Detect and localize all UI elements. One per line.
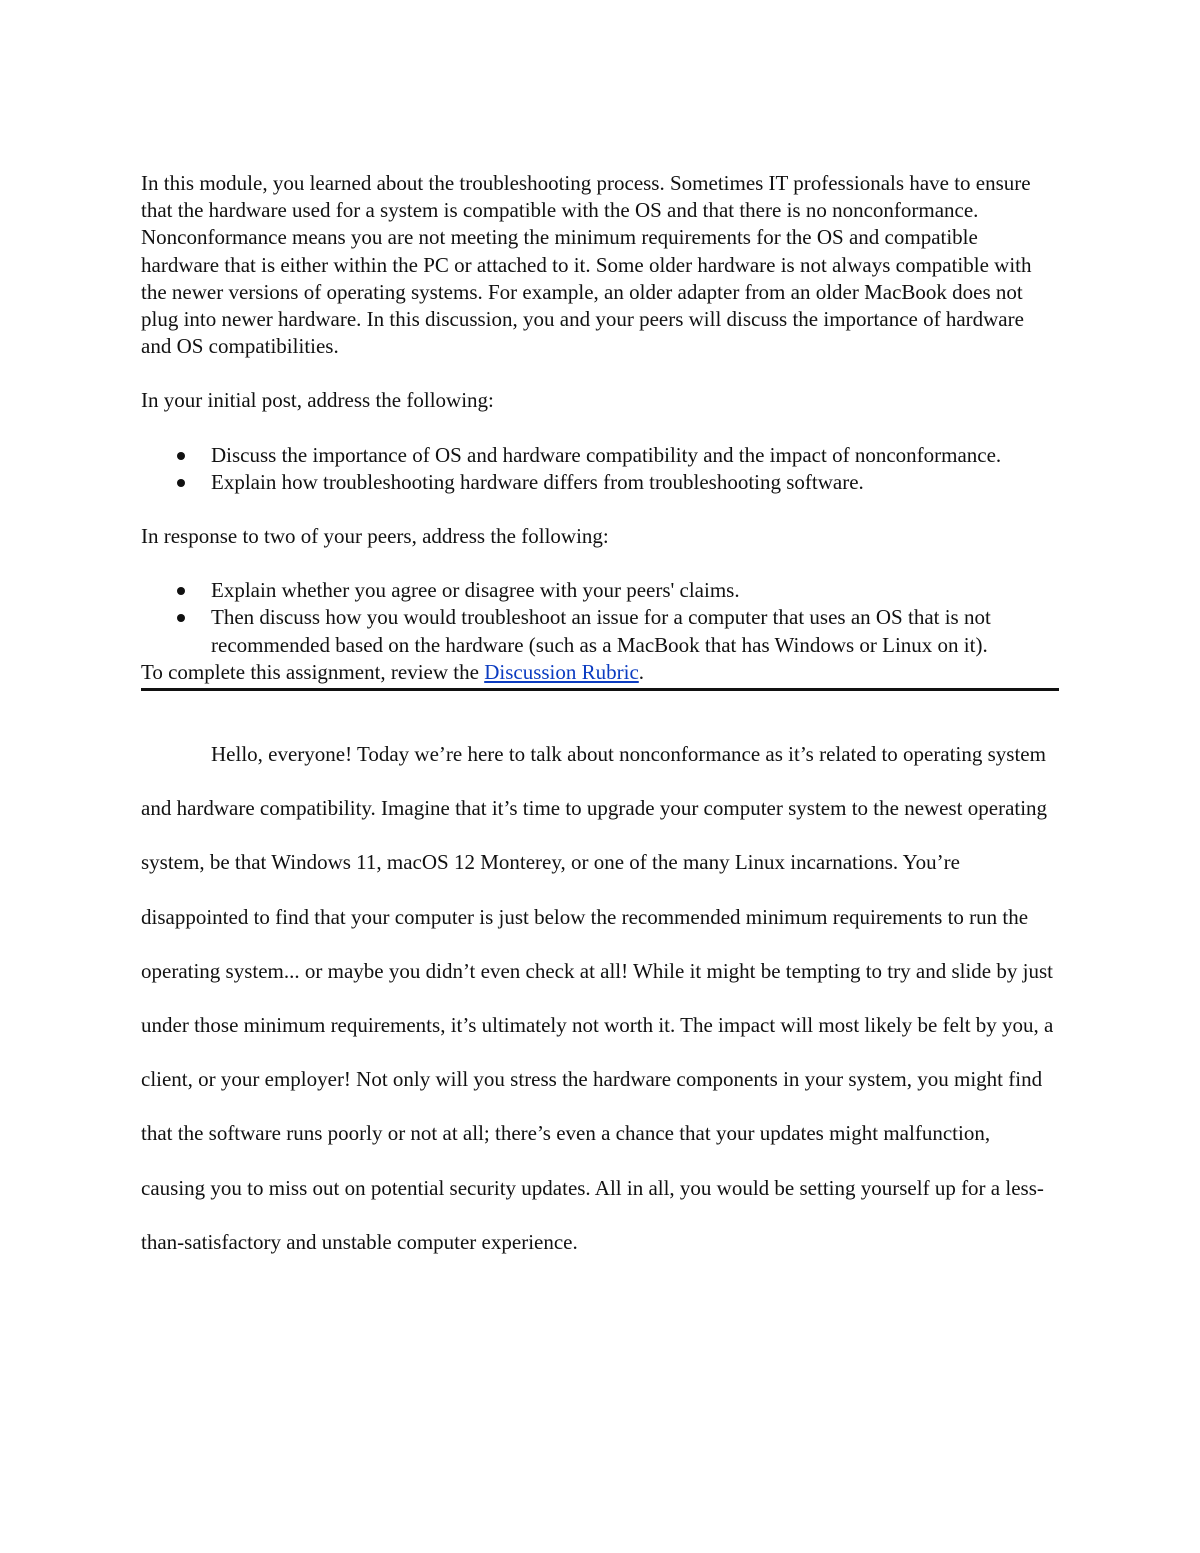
list-item: Explain how troubleshooting hardware differs from troubleshooting software.: [211, 469, 1059, 496]
rubric-line: To complete this assignment, review the Discussion Rubric.: [141, 659, 1059, 691]
bullet-icon: [177, 587, 185, 595]
list-item: Discuss the importance of OS and hardware compatibility and the impact of nonconformance.: [211, 442, 1059, 469]
post-body: Hello, everyone! Today we’re here to talk about nonconformance as it’s related to operating system and hardware compatibility. Imagine that it’s time to upgrade your computer system to the newest operating system, be that Windows 11, macOS 12 Monterey, or one of the many Linux incarnations. You’re disappointed to find that your computer is just below the recommended minimum requirements to run the operating system... or maybe you didn’t even check at all! While it might be tempting to try and slide by just under those minimum requirements, it’s ultimately not worth it. The impact will most likely be felt by you, a client, or your employer! Not only will you stress the hardware components in your system, you might find that the software runs poorly or not at all; there’s even a chance that your updates might malfunction, causing you to miss out on potential security updates. All in all, you would be setting yourself up for a less-than-satisfactory and unstable computer experience.: [141, 742, 1054, 1254]
response-heading: In response to two of your peers, address the following:: [141, 524, 609, 549]
assignment-prompt: [141, 170, 1059, 691]
bullet-icon: [177, 479, 185, 487]
intro-paragraph: In this module, you learned about the troubleshooting process. Sometimes IT professionals have to ensure that the hardware used for a system is compatible with the OS and that there is no nonconformance. Nonconformance means you are not meeting the minimum requirements for the OS and compatible hardware that is either within the PC or attached to it. Some older hardware is not always compatible with the newer versions of operating systems. For example, an older adapter from an older MacBook does not plug into newer hardware. In this discussion, you and your peers will discuss the importance of hardware and OS compatibilities.: [141, 171, 1032, 359]
initial-post-list: [141, 442, 1059, 496]
bullet-icon: [177, 452, 185, 460]
initial-post-heading: In your initial post, address the following:: [141, 388, 494, 413]
discussion-rubric-link[interactable]: Discussion Rubric: [484, 659, 639, 684]
response-list: [141, 577, 1059, 659]
list-item: Then discuss how you would troubleshoot an issue for a computer that uses an OS that is not recommended based on the hardware (such as a MacBook that has Windows or Linux on it).: [211, 604, 1059, 658]
bullet-icon: [177, 614, 185, 622]
document-page: [141, 170, 1059, 1269]
list-item: Explain whether you agree or disagree with your peers' claims.: [211, 577, 1059, 604]
